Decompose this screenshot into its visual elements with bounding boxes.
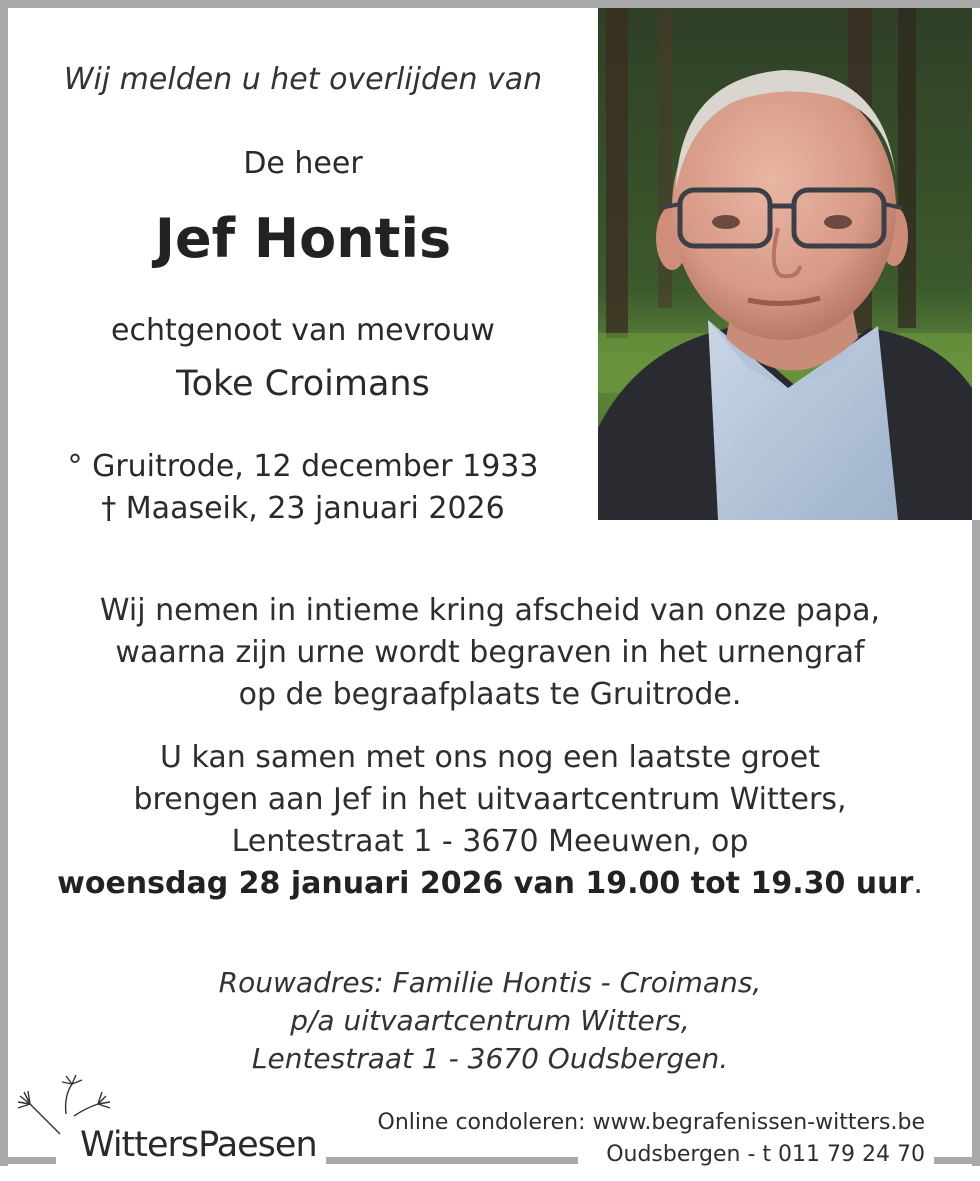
farewell-line: waarna zijn urne wordt begraven in het urnengraf (115, 635, 865, 670)
intro-text: Wij melden u het overlijden van (63, 62, 543, 97)
birth-info: ° Gruitrode, 12 december 1933 (67, 449, 539, 484)
frame-bottom-right (934, 1157, 980, 1164)
frame-top (0, 0, 980, 8)
funeral-home-logo: WittersPaesen (80, 1125, 317, 1165)
visitation-datetime-line (0, 863, 980, 905)
honorific: De heer (243, 146, 363, 181)
visitation-line: U kan samen met ons nog een laatste groet (160, 740, 820, 775)
visitation-line: Lentestraat 1 - 3670 Meeuwen, op (231, 824, 749, 859)
address-line: p/a uitvaartcentrum Witters, (290, 1004, 690, 1037)
spouse-label: echtgenoot van mevrouw (111, 313, 495, 348)
address-line: Lentestraat 1 - 3670 Oudsbergen. (251, 1042, 729, 1075)
portrait-photo (598, 8, 972, 520)
visitation-paragraph (0, 737, 980, 905)
farewell-line: Wij nemen in intieme kring afscheid van onze papa, (99, 593, 881, 628)
frame-bottom-mid (326, 1157, 578, 1164)
online-condolence-link[interactable]: Online condoleren: www.begrafenissen-witters.be (377, 1110, 925, 1135)
farewell-paragraph (0, 590, 980, 716)
visitation-period: . (913, 866, 923, 901)
farewell-line: op de begraafplaats te Gruitrode. (238, 677, 742, 712)
deceased-name: Jef Hontis (154, 207, 452, 270)
contact-info: Oudsbergen - t 011 79 24 70 (606, 1142, 925, 1167)
address-line: Rouwadres: Familie Hontis - Croimans, (218, 966, 762, 999)
spouse-name: Toke Croimans (176, 364, 430, 404)
death-info: † Maaseik, 23 januari 2026 (101, 491, 505, 526)
visitation-line: brengen aan Jef in het uitvaartcentrum Witters, (133, 782, 847, 817)
mourning-address (0, 964, 980, 1078)
visitation-datetime: woensdag 28 januari 2026 van 19.00 tot 19.30 uur (57, 866, 914, 901)
